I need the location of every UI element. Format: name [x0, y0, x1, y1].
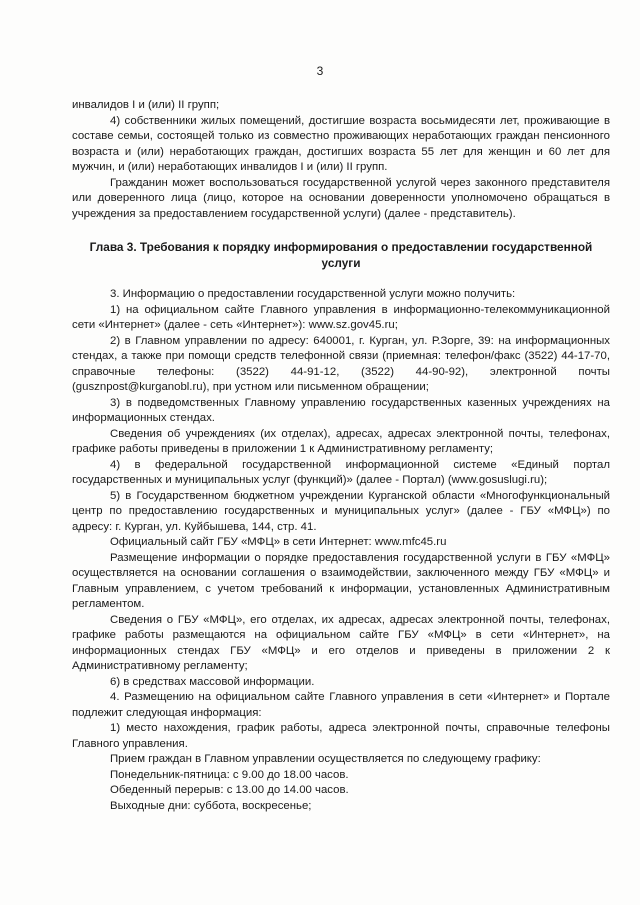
paragraph-representative: Гражданин может воспользоваться государственной услугой через законного представителя или доверенного лица (лицо, которое на основании доверенности уполномочено обращаться в учреждения за предоставлением государственной услуги) (далее - представитель). — [72, 176, 610, 220]
paragraph-3-intro: 3. Информацию о предоставлении государственной услуги можно получить: — [110, 288, 516, 300]
paragraph-3-4-portal: 4) в федеральной государственной информационной системе «Единый портал государственных и муниципальных услуг (функций)» (далее - Портал) (www.gosuslugi.ru); — [72, 458, 610, 486]
paragraph-item-4-owners: 4) собственники жилых помещений, достигшие возраста восьмидесяти лет, проживающие в составе семьи, состоящей только из совместно проживающих неработающих граждан пенсионного возраста и (или) неработающих граждан, достигших возраста 55 лет для женщин и 60 лет для мужчин, и (или) неработающих инвалидов I и (или) II групп. — [72, 114, 610, 173]
paragraph-disability-groups-end: инвалидов I и (или) II групп; — [72, 99, 220, 111]
paragraph-3-3-subordinate: 3) в подведомственных Главному управлению государственных казенных учреждениях на информационных стендах. — [72, 396, 610, 424]
paragraph-mfc-details: Сведения о ГБУ «МФЦ», его отделах, их адресах, адресах электронной почты, телефонах, графике работы размещаются на официальном сайте ГБУ «МФЦ» в сети «Интернет», на информационных стендах ГБУ «МФЦ» и его отделов и приведены в приложении 2 к Административному регламенту; — [72, 613, 610, 672]
paragraph-4-1-location: 1) место нахождения, график работы, адреса электронной почты, справочные телефоны Главного управления. — [72, 722, 610, 750]
paragraph-4-placement: 4. Размещению на официальном сайте Главного управления в сети «Интернет» и Портале подлежит следующая информация: — [72, 691, 610, 719]
chapter-3-title: Глава 3. Требования к порядку информирования о предоставлении государственной услуги — [89, 240, 593, 270]
paragraph-3-1-website: 1) на официальном сайте Главного управления в информационно-телекоммуникационной сети «Интернет» (далее - сеть «Интернет»): www.sz.gov45.ru; — [72, 303, 610, 331]
paragraph-3-5-mfc: 5) в Государственном бюджетном учреждении Курганской области «Многофункциональный центр по предоставлению государственных и муниципальных услуг» (далее - ГБУ «МФЦ») по адресу: г. Курган, ул. Куйбышева, 144, стр. 41. — [72, 489, 610, 533]
schedule-days-off: Выходные дни: суббота, воскресенье; — [110, 799, 312, 812]
paragraph-institutions-info: Сведения об учреждениях (их отделах), адресах, адресах электронной почты, телефонах, графике работы приведены в приложении 1 к Административному регламенту; — [72, 427, 610, 455]
paragraph-mfc-placement: Размещение информации о порядке предоставления государственной услуги в ГБУ «МФЦ» осуществляется на основании соглашения о взаимодействии, заключенного между ГБУ «МФЦ» и Главным управлением, с учетом требований к информации, установленных Административным регламентом. — [72, 551, 610, 610]
schedule-weekdays: Понедельник-пятница: с 9.00 до 18.00 часов. — [110, 768, 349, 781]
paragraph-mfc-website: Официальный сайт ГБУ «МФЦ» в сети Интернет: www.mfc45.ru — [110, 536, 447, 548]
paragraph-3-2-main-office: 2) в Главном управлении по адресу: 640001, г. Курган, ул. Р.Зорге, 39: на информационных стендах, а также при помощи средств телефонной связи (приемная: телефон/факс (3522) 44-17-70, справочные телефоны: (3522) 44-91-12, (3522) 44-90-92), электронной почты (gusznpost@kurganobl.ru), при устном или письменном обращении; — [72, 334, 610, 393]
paragraph-reception-schedule: Прием граждан в Главном управлении осуществляется по следующему графику: — [110, 753, 541, 765]
document-body — [72, 98, 610, 814]
schedule-lunch: Обеденный перерыв: с 13.00 до 14.00 часов. — [110, 784, 349, 796]
page-number: 3 — [316, 64, 324, 78]
paragraph-3-6-media: 6) в средствах массовой информации. — [110, 675, 315, 688]
